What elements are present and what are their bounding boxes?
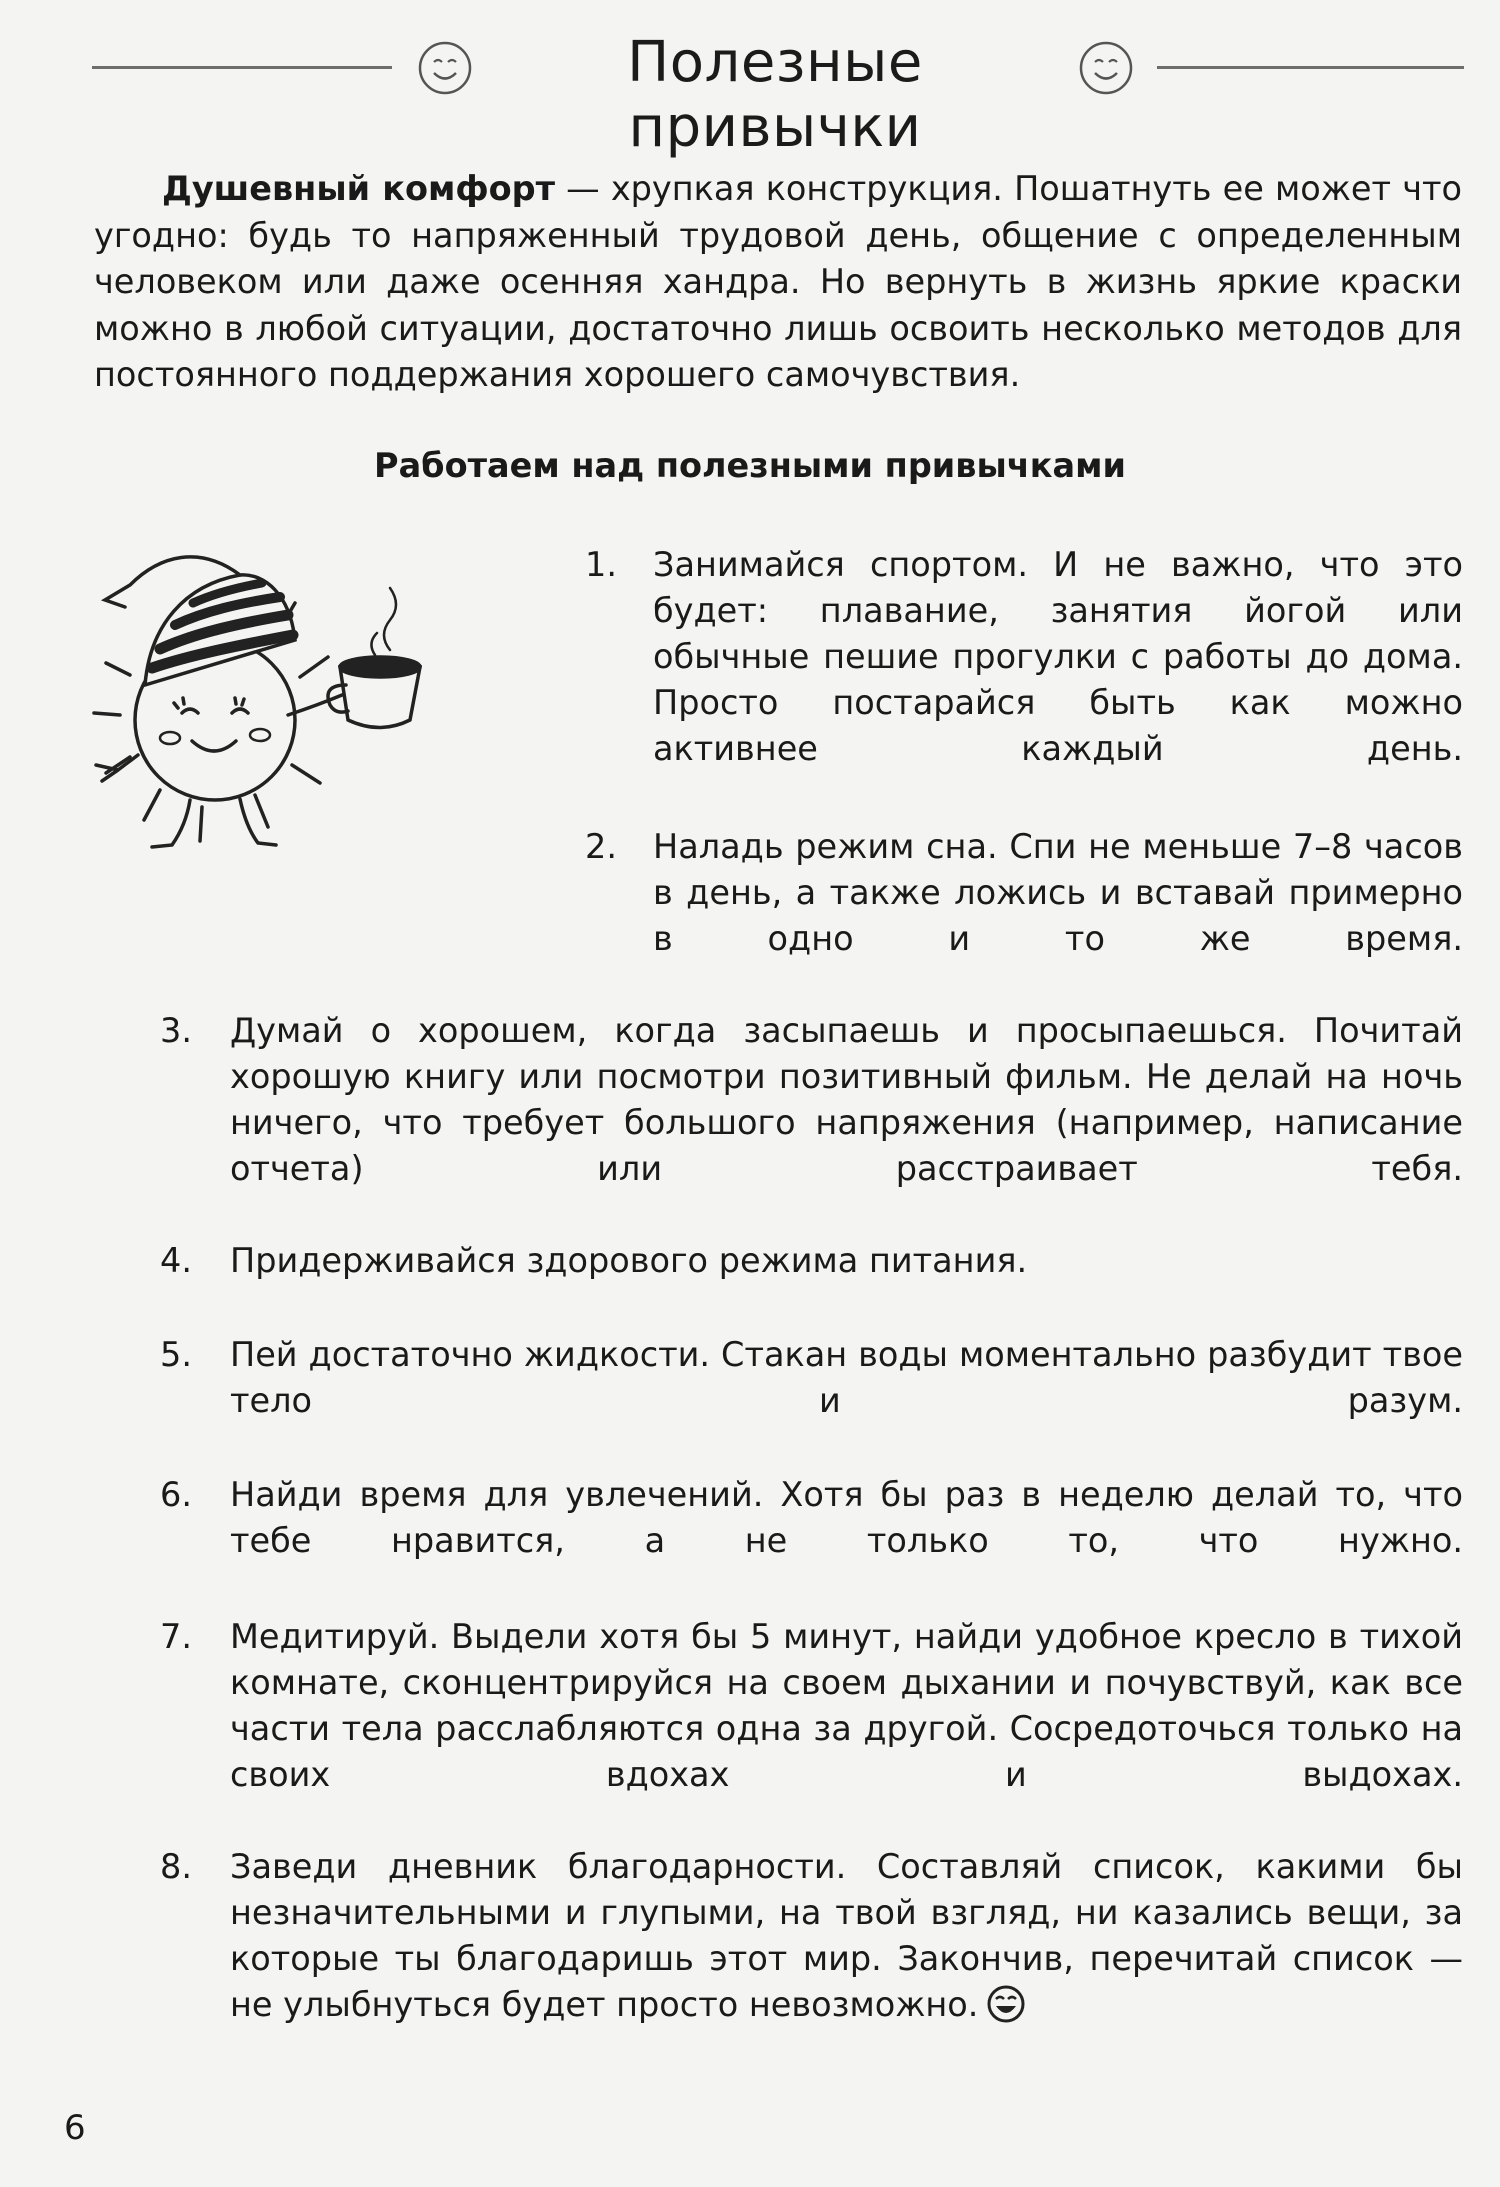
section-heading: Работаем над полезными привычками: [374, 446, 1126, 485]
list-item-text: Медитируй. Выдели хотя бы 5 минут, найди удобное кресло в тихой комнате, сконцентрируйся на своем дыхании и почувствуй, как все части тела расслабляются одна за другой. Сосредоточься только на своих вдохах и выдохах.: [230, 1617, 1463, 1794]
list-item-text: [230, 1844, 1463, 2028]
list-item-text: Найди время для увлечений. Хотя бы раз в неделю делай то, что тебе нравится, а не только то, что нужно.: [230, 1475, 1463, 1560]
list-item-text: Думай о хорошем, когда засыпаешь и просыпаешься. Почитай хорошую книгу или посмотри позитивный фильм. Не делай на ночь ничего, что требует большого напряжения (например, написание отчета) или расстраивает тебя.: [230, 1011, 1463, 1188]
page-number: 6: [64, 2108, 86, 2148]
list-item-text: Придерживайся здорового режима питания.: [230, 1241, 1028, 1280]
intro-bold-lead: Душевный комфорт: [162, 169, 556, 208]
intro-paragraph: [94, 166, 1462, 399]
list-item-number: 1.: [585, 545, 617, 584]
header-rule-left: [92, 66, 392, 69]
list-item-text: Пей достаточно жидкости. Стакан воды моментально разбудит твое тело и разум.: [230, 1335, 1463, 1420]
list-item-number: 6.: [160, 1475, 192, 1514]
smiley-face-icon: [1076, 38, 1136, 98]
laughing-face-icon: [986, 1984, 1026, 2024]
list-item-number: 7.: [160, 1617, 192, 1656]
list-item-number: 3.: [160, 1011, 192, 1050]
list-item-text-content: Заведи дневник благодарности. Составляй список, какими бы незначительными и глупыми, на твой взгляд, ни казались вещи, за которые ты благодаришь этот мир. Закончив, перечитай список — не улыбнуться будет просто невозможно.: [230, 1847, 1463, 2024]
list-item-text: Наладь режим сна. Спи не меньше 7–8 часов в день, а также ложись и вставай примерно в одно и то же время.: [653, 827, 1463, 958]
list-item-number: 2.: [585, 827, 617, 866]
intro-text: — хрупкая конструкция. Пошатнуть ее может что угодно: будь то напряженный трудовой день, общение с определенным человеком или даже осенняя хандра. Но вернуть в жизнь яркие краски можно в любой ситуации, достаточно лишь освоить несколько методов для постоянного поддержания хорошего самочувствия.: [94, 169, 1462, 394]
list-item-number: 4.: [160, 1241, 192, 1280]
page-title: Полезные привычки: [627, 30, 923, 160]
sun-with-coffee-cup-illustration: [90, 545, 500, 875]
list-item-text: Занимайся спортом. И не важно, что это будет: плавание, занятия йогой или обычные пешие прогулки с работы до дома. Просто постарайся быть как можно активнее каждый день.: [653, 545, 1463, 768]
list-item-number: 5.: [160, 1335, 192, 1374]
header-rule-right: [1157, 66, 1464, 69]
list-item-number: 8.: [160, 1847, 192, 1886]
smiley-face-icon: [415, 38, 475, 98]
